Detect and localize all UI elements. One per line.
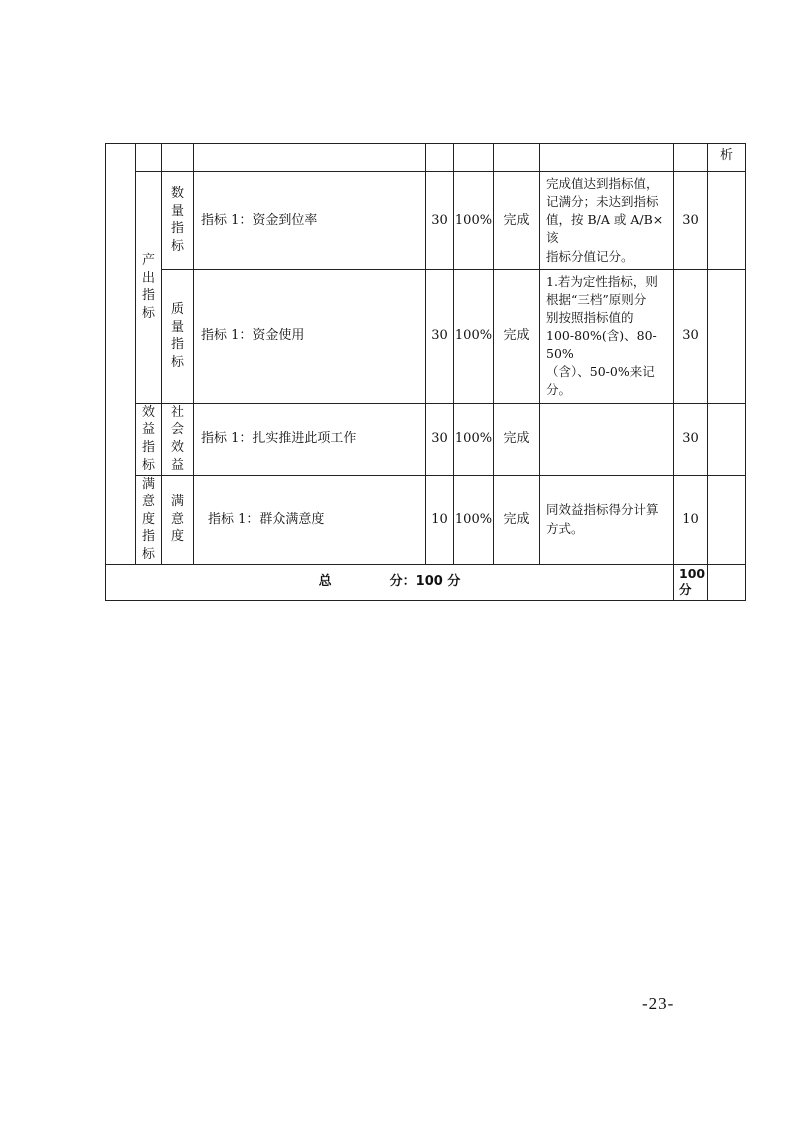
score-value: 30 — [674, 172, 708, 270]
analysis-cell — [708, 172, 746, 270]
target-value: 100% — [454, 172, 494, 270]
actual-value: 完成 — [494, 269, 540, 403]
level2-quality-indicator: 质 量 指 标 — [162, 269, 194, 403]
score-value: 10 — [674, 475, 708, 564]
scoring-standard — [540, 403, 674, 475]
analysis-cell — [708, 269, 746, 403]
indicator-name: 指标 1：资金到位率 — [194, 172, 426, 270]
table-row — [106, 269, 746, 403]
level1-benefit-indicator: 效 益 指 标 — [136, 403, 162, 475]
table-row — [106, 403, 746, 475]
scoring-standard: 同效益指标得分计算 方式。 — [540, 475, 674, 564]
weight-value: 30 — [426, 172, 454, 270]
table-row — [106, 475, 746, 564]
level1-output-indicator: 产 出 指 标 — [136, 172, 162, 404]
total-score: 100 分 — [674, 564, 708, 600]
scoring-standard: 完成值达到指标值， 记满分；未达到指标 值，按 B/A 或 A/B×该 指标分值记分。 — [540, 172, 674, 270]
target-value: 100% — [454, 475, 494, 564]
page-number: -23- — [642, 994, 675, 1013]
score-value: 30 — [674, 403, 708, 475]
weight-value: 10 — [426, 475, 454, 564]
outer-blank-cell — [106, 144, 136, 565]
analysis-cell — [708, 564, 746, 600]
weight-value: 30 — [426, 269, 454, 403]
target-value: 100% — [454, 269, 494, 403]
performance-evaluation-table — [105, 143, 746, 601]
actual-value: 完成 — [494, 475, 540, 564]
target-value: 100% — [454, 403, 494, 475]
table-row — [106, 144, 746, 172]
score-value: 30 — [674, 269, 708, 403]
actual-value: 完成 — [494, 172, 540, 270]
weight-value: 30 — [426, 403, 454, 475]
indicator-name: 指标 1：扎实推进此项工作 — [194, 403, 426, 475]
total-row — [106, 564, 746, 600]
analysis-cell — [708, 403, 746, 475]
level2-social-benefit: 社 会 效 益 — [162, 403, 194, 475]
total-label: 总 分：100 分 — [106, 564, 674, 600]
level1-satisfaction-indicator: 满 意 度 指 标 — [136, 475, 162, 564]
table-row — [106, 172, 746, 270]
analysis-cell — [708, 475, 746, 564]
indicator-name: 指标 1：资金使用 — [194, 269, 426, 403]
scoring-standard: 1.若为定性指标，则 根据“三档”原则分 别按照指标值的 100-80%(含)、80-50% （含）、50-0%来记分。 — [540, 269, 674, 403]
actual-value: 完成 — [494, 403, 540, 475]
indicator-name: 指标 1：群众满意度 — [194, 475, 426, 564]
level2-satisfaction: 满 意 度 — [162, 475, 194, 564]
header-fragment: 析 — [708, 144, 746, 172]
level2-quantity-indicator: 数 量 指 标 — [162, 172, 194, 270]
